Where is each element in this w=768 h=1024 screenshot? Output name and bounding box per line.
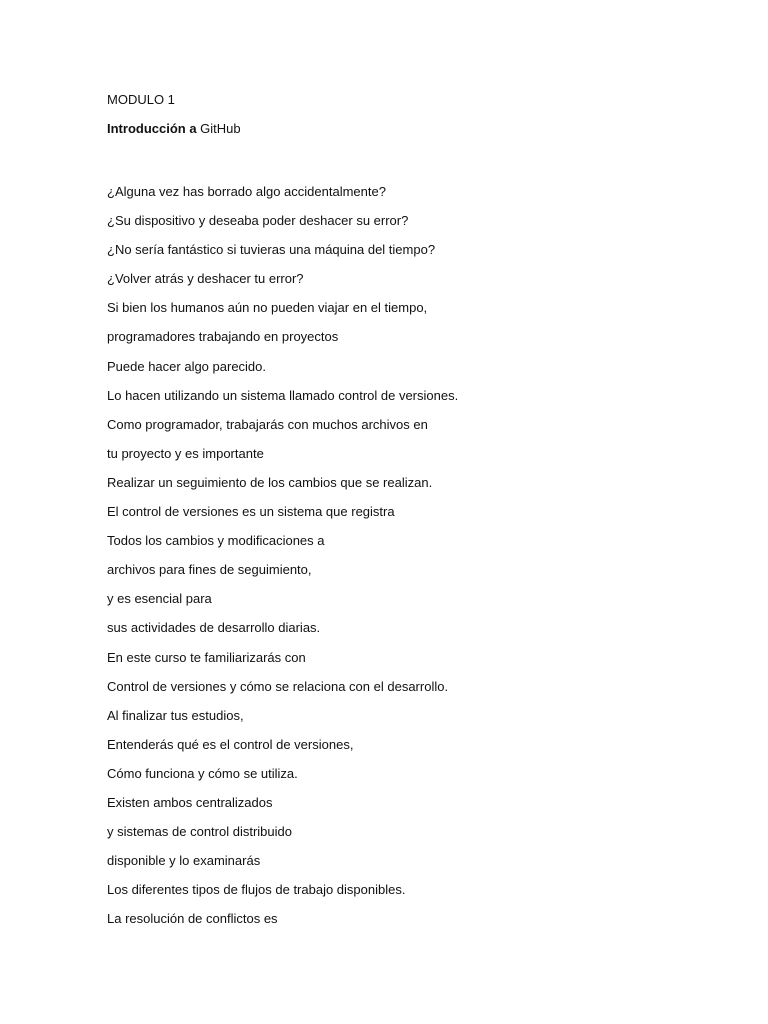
text-line: Todos los cambios y modificaciones a — [107, 533, 325, 549]
text-line: Si bien los humanos aún no pueden viajar en el tiempo, — [107, 300, 428, 316]
text-line: ¿No sería fantástico si tuvieras una máquina del tiempo? — [107, 242, 436, 258]
text-line: Cómo funciona y cómo se utiliza. — [107, 765, 298, 781]
text-line: ¿Alguna vez has borrado algo accidentalmente? — [107, 184, 386, 199]
text-line: tu proyecto y es importante — [107, 445, 264, 461]
text-line: La resolución de conflictos es — [107, 911, 278, 927]
text-line: Realizar un seguimiento de los cambios que se realizan. — [107, 474, 433, 490]
text-line: disponible y lo examinarás — [107, 853, 261, 869]
text-line: programadores trabajando en proyectos — [107, 329, 339, 345]
text-line: archivos para fines de seguimiento, — [107, 562, 312, 578]
text-line: Lo hacen utilizando un sistema llamado control de versiones. — [107, 387, 459, 403]
document-content — [107, 90, 707, 933]
document-title — [107, 119, 707, 177]
text-line: Al finalizar tus estudios, — [107, 707, 244, 723]
document-title-rest: GitHub — [196, 121, 241, 136]
text-line: Existen ambos centralizados — [107, 794, 273, 810]
text-line: Puede hacer algo parecido. — [107, 358, 267, 374]
text-line: En este curso te familiarizarás con — [107, 649, 306, 665]
text-line: sus actividades de desarrollo diarias. — [107, 620, 321, 636]
document-body — [107, 177, 707, 933]
document-title-bold: Introducción a — [107, 121, 197, 136]
text-line: ¿Su dispositivo y deseaba poder deshacer su error? — [107, 213, 409, 229]
text-line: y sistemas de control distribuido — [107, 824, 292, 840]
module-heading: MODULO 1 — [107, 92, 175, 107]
text-line: ¿Volver atrás y deshacer tu error? — [107, 271, 304, 287]
text-line: Los diferentes tipos de flujos de trabajo disponibles. — [107, 882, 406, 898]
text-line: El control de versiones es un sistema que registra — [107, 504, 395, 520]
text-line: Como programador, trabajarás con muchos archivos en — [107, 416, 428, 432]
text-line: y es esencial para — [107, 591, 212, 607]
text-line: Control de versiones y cómo se relaciona con el desarrollo. — [107, 678, 449, 694]
text-line: Entenderás qué es el control de versiones, — [107, 736, 354, 752]
